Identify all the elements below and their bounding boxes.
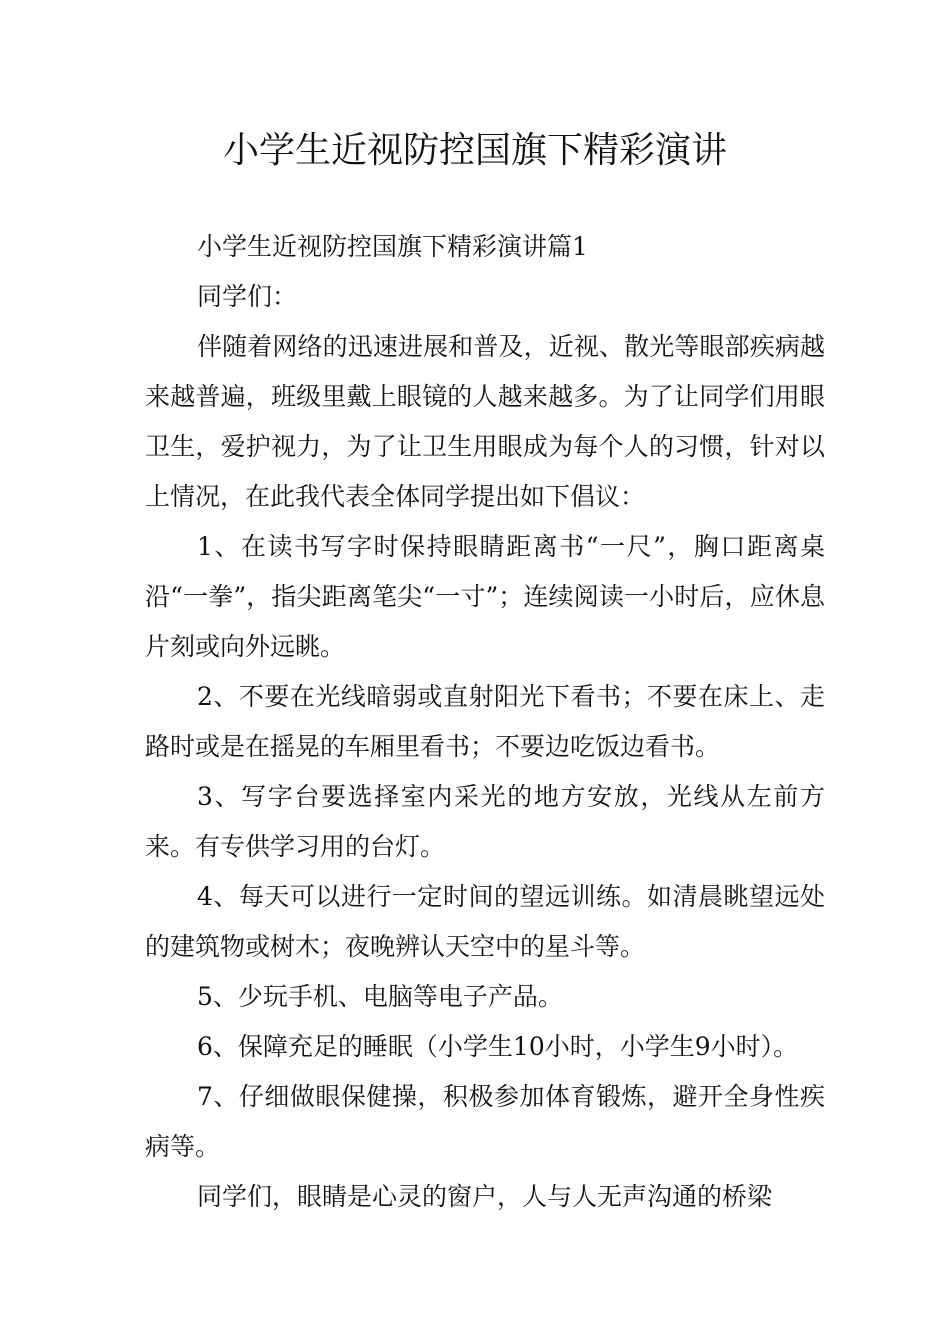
proposal-item-4: 4、每天可以进行一定时间的望远训练。如清晨眺望远处的建筑物或树木；夜晚辨认天空中的星斗等。 <box>145 882 825 961</box>
proposal-item-7: 7、仔细做眼保健操，积极参加体育锻炼，避开全身性疾病等。 <box>145 1082 825 1161</box>
proposal-item-1: 1、在读书写字时保持眼睛距离书“一尺”，胸口距离桌沿“一拳”，指尖距离笔尖“一寸”；连续阅读一小时后，应休息片刻或向外远眺。 <box>145 532 825 661</box>
proposal-item-5: 5、少玩手机、电脑等电子产品。 <box>197 982 563 1011</box>
section-heading: 小学生近视防控国旗下精彩演讲篇1 <box>197 232 588 261</box>
proposal-item-3: 3、写字台要选择室内采光的地方安放，光线从左前方来。有专供学习用的台灯。 <box>145 782 825 861</box>
proposal-item-6: 6、保障充足的睡眠（小学生10小时，小学生9小时）。 <box>197 1032 799 1061</box>
document-title: 小学生近视防控国旗下精彩演讲 <box>222 130 727 171</box>
closing-paragraph: 同学们，眼睛是心灵的窗户，人与人无声沟通的桥梁 <box>197 1182 773 1211</box>
intro-paragraph: 伴随着网络的迅速进展和普及，近视、散光等眼部疾病越来越普遍，班级里戴上眼镜的人越来越多。为了让同学们用眼卫生，爱护视力，为了让卫生用眼成为每个人的习惯，针对以上情况，在此我代表全体同学提出如下倡议： <box>145 332 825 511</box>
document-body <box>145 222 825 1222</box>
salutation: 同学们： <box>197 282 298 311</box>
proposal-item-2: 2、不要在光线暗弱或直射阳光下看书；不要在床上、走路时或是在摇晃的车厢里看书；不要边吃饭边看书。 <box>145 682 825 761</box>
